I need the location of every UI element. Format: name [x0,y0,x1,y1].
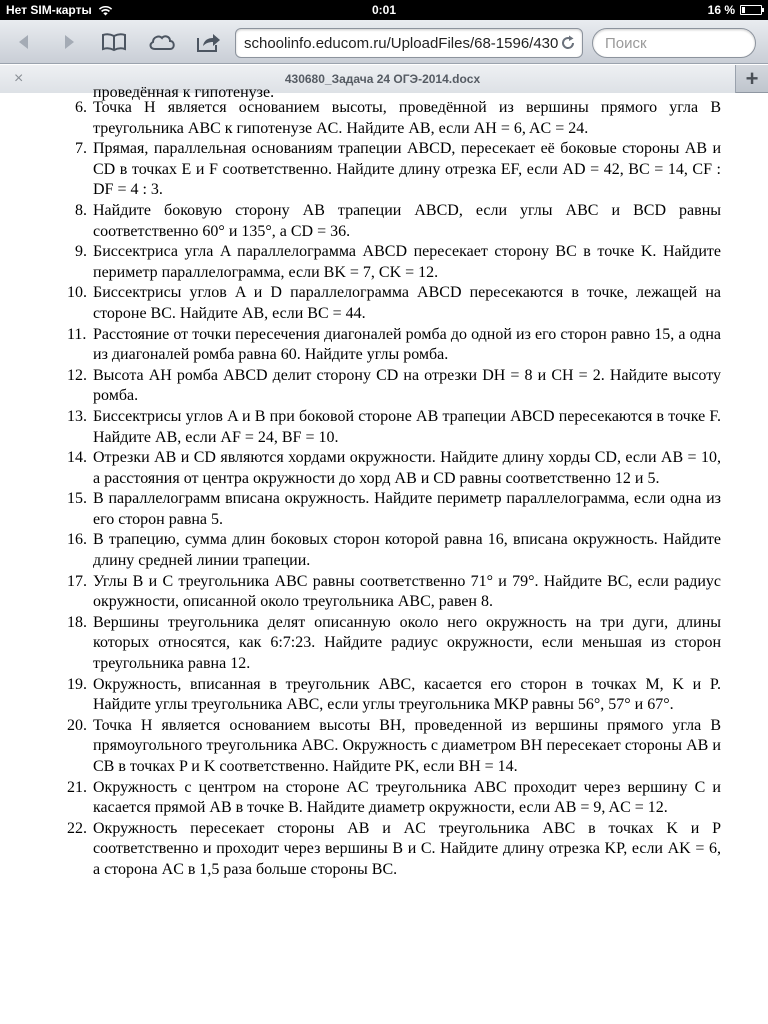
problem-item [0,716,768,778]
problem-item [0,489,768,530]
problem-text: В трапецию, сумма длин боковых сторон которой равна 16, вписана окружность. Найдите длину средней линии трапеции. [93,531,721,570]
problem-item [0,201,768,242]
problem-item [0,242,768,283]
problem-item [0,283,768,324]
problem-item [0,530,768,571]
status-bar [0,0,768,20]
icloud-tabs-button[interactable] [146,28,178,56]
carrier-label: Нет SIM-карты [6,3,92,17]
search-input[interactable] [605,35,745,52]
problem-number: 9. [75,243,87,261]
problem-item [0,613,768,675]
problem-number: 22. [67,819,87,837]
problem-text: Расстояние от точки пересечения диагоналей ромба до одной из его сторон равно 15, а одна из диагоналей ромба равна 60. Найдите углы ромба. [93,325,721,364]
problem-number: 13. [67,407,87,425]
problem-number: 18. [67,613,87,631]
problem-text: Биссектрисы углов A и B при боковой стороне AB трапеции ABCD пересекаются в точке F. Найдите AB, если AF = 24, BF = 10. [93,407,721,446]
problem-number: 11. [67,325,87,343]
search-field[interactable] [592,28,756,58]
problem-text: Биссектриса угла A параллелограмма ABCD пересекает сторону BC в точке K. Найдите периметр параллелограмма, если BK = 7, CK = 12. [93,243,721,281]
battery-indicator [708,3,762,17]
problem-number: 14. [67,449,87,467]
problem-item [0,778,768,819]
problem-text: Прямая, параллельная основаниям трапеции ABCD, пересекает её боковые стороны AB и CD в точках E и F соответственно. Найдите длину отрезка EF, если AD = 42, BC = 14, CF : DF = 4 : 3. [93,140,721,199]
document-view[interactable] [0,84,768,1024]
new-tab-button[interactable]: + [745,66,759,91]
clock: 0:01 [371,3,397,17]
share-button[interactable] [194,28,222,56]
problem-number: 8. [75,201,87,219]
share-icon [195,31,221,53]
forward-button[interactable] [55,28,83,56]
battery-percent: 16 % [707,3,735,17]
problem-text: Углы B и C треугольника ABC равны соответственно 71° и 79°. Найдите BC, если радиус окружности, описанной около треугольника ABC, равен 8. [93,572,721,611]
bookmarks-icon [101,32,127,52]
problem-text: Отрезки AB и CD являются хордами окружности. Найдите длину хорды CD, если AB = 10, а расстояния от центра окружности до хорд AB и CD равны соответственно 12 и 5. [93,449,721,487]
problem-item [0,325,768,366]
problem-item [0,139,768,201]
battery-icon [740,5,762,15]
problem-number: 20. [67,716,87,734]
reload-icon [559,34,577,52]
problem-number: 12. [67,366,87,384]
url-text[interactable]: schoolinfo.educom.ru/UploadFiles/68-1596/430 [244,35,559,52]
problem-item [0,675,768,716]
problem-item [0,366,768,407]
problem-item [0,819,768,881]
problem-text: Окружность с центром на стороне AC треугольника ABC проходит через вершину C и касается прямой AB в точке B. Найдите диаметр окружности, если AB = 9, AC = 12. [93,778,721,817]
problem-number: 19. [67,675,87,693]
close-tab-icon[interactable]: × [14,70,24,87]
problem-number: 6. [75,99,87,116]
problem-number: 16. [67,531,87,549]
icloud-icon [147,32,177,52]
back-button[interactable] [10,28,38,56]
problem-list [0,98,768,881]
problem-text: Точка H является основанием высоты BH, проведенной из вершины прямого угла B прямоугольного треугольника ABC. Окружность с диаметром BH пересекает стороны AB и CB в точках P и K соответственно. Найдите PK, если BH = 14. [93,716,721,775]
address-bar[interactable] [235,28,583,58]
problem-text: Биссектрисы углов A и D параллелограмма ABCD пересекаются в точке, лежащей на стороне BC. Найдите AB, если BC = 44. [93,284,721,322]
tab-title: 430680_Задача 24 ОГЭ-2014.docx [284,72,481,86]
problem-number: 10. [67,284,87,302]
problem-item [0,572,768,613]
bookmarks-button[interactable] [100,28,128,56]
problem-number: 7. [75,140,87,158]
reload-button[interactable] [559,34,577,57]
problem-text: Высота AH ромба ABCD делит сторону CD на отрезки DH = 8 и CH = 2. Найдите высоту ромба. [93,366,721,405]
problem-text: В параллелограмм вписана окружность. Найдите периметр параллелограмма, если одна из его сторон равна 5. [93,490,721,528]
problem-item [0,98,768,139]
problem-text: Окружность, вписанная в треугольник ABC, касается его сторон в точках M, K и P. Найдите углы треугольника ABC, если углы треугольника MKP равны 56°, 57° и 67°. [93,675,721,714]
forward-icon [59,32,79,52]
problem-number: 15. [67,490,87,508]
problem-text: Точка H является основанием высоты, проведённой из вершины прямого угла B треугольника ABC к гипотенузе AC. Найдите AB, если AH = 6, AC = 24. [93,99,721,137]
problem-number: 17. [67,572,87,590]
back-icon [14,32,34,52]
problem-text: Найдите боковую сторону AB трапеции ABCD, если углы ABC и BCD равны соответственно 60° и 135°, а CD = 36. [93,201,721,240]
problem-item [0,448,768,489]
cut-off-line: проведённая к гипотенузе. [93,84,275,101]
problem-text: Окружность пересекает стороны AB и AC треугольника ABC в точках K и P соответственно и проходит через вершины B и C. Найдите длину отрезка KP, если AK = 6, а сторона AC в 1,5 раза больше стороны BC. [93,819,721,878]
problem-number: 21. [67,778,87,796]
problem-text: Вершины треугольника делят описанную около него окружность на три дуги, длины которых относятся, как 6:7:23. Найдите радиус окружности, если меньшая из сторон треугольника равна 12. [93,613,721,673]
browser-toolbar [0,20,768,64]
problem-item [0,407,768,448]
